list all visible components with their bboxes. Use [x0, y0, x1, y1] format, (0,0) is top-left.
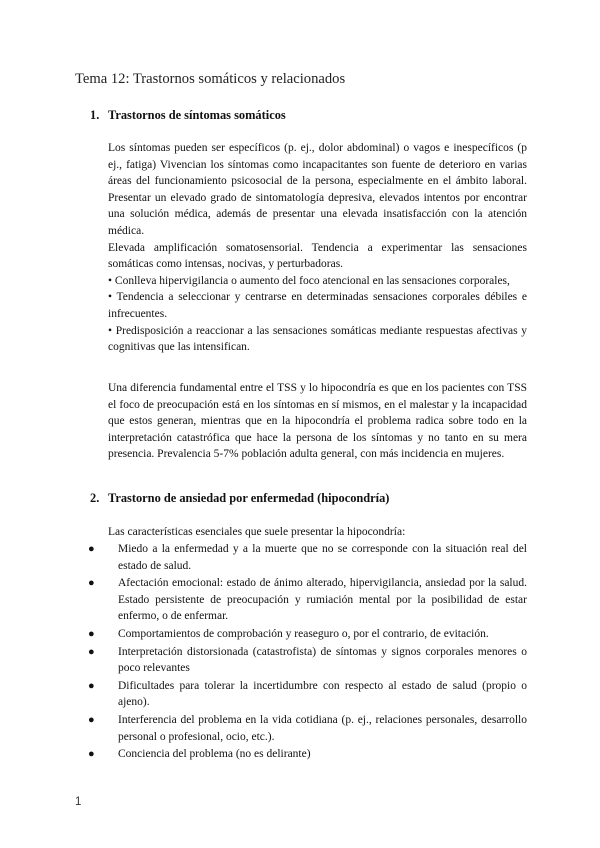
list-item: ● Conciencia del problema (no es delirante)	[108, 746, 527, 763]
bullet-dot-icon: ●	[88, 748, 95, 761]
bullet-dot-icon: ●	[88, 627, 95, 640]
section-2-intro	[108, 524, 527, 541]
section-2-list	[88, 541, 527, 764]
section-1-comparison	[108, 380, 527, 463]
paragraph: Las características esenciales que suele presentar la hipocondría:	[108, 526, 406, 538]
section-2-title: Trastorno de ansiedad por enfermedad (hipocondría)	[108, 491, 390, 505]
list-item: ● Miedo a la enfermedad y a la muerte que no se corresponde con la situación real del estado de salud.	[88, 543, 527, 572]
section-2-number: 2.	[90, 491, 100, 505]
section-2-heading	[90, 491, 530, 506]
section-1-title: Trastornos de síntomas somáticos	[108, 108, 286, 122]
list-item: ● Comportamientos de comprobación y reaseguro o, por el contrario, de evitación.	[108, 626, 527, 643]
paragraph: • Conlleva hipervigilancia o aumento del foco atencional en las sensaciones corporales,	[108, 274, 510, 287]
paragraph: Elevada amplificación somatosensorial. Tendencia a experimentar las sensaciones somáticas como intensas, nocivas, y perturbadoras.	[108, 241, 527, 271]
bullet-dot-icon: ●	[88, 577, 95, 590]
section-1-heading	[90, 108, 530, 123]
list-item: ● Interferencia del problema en la vida cotidiana (p. ej., relaciones personales, desarrollo personal o profesional, ocio, etc.).	[88, 713, 527, 743]
bullet-dot-icon: ●	[88, 543, 95, 555]
section-1-number: 1.	[90, 108, 100, 122]
paragraph: Una diferencia fundamental entre el TSS y lo hipocondría es que en los pacientes con TSS el foco de preocupación está en los síntomas en sí mismos, en el malestar y la incapacidad que estos generan, mientras que en la hipocondría el problema radica sobre todo en la interpretación catastrófica que hace la persona de los síntomas y no tanto en su mera presencia. Prevalencia 5-7% población adulta general, con más incidencia en mujeres.	[108, 382, 527, 461]
list-item: ● Interpretación distorsionada (catastrofista) de síntomas y signos corporales menores o poco relevantes	[88, 645, 527, 675]
bullet-dot-icon: ●	[88, 679, 95, 692]
bullet-dot-icon: ●	[88, 713, 95, 726]
list-item: ● Dificultades para tolerar la incertidumbre con respecto al estado de salud (propio o ajeno).	[88, 679, 527, 709]
list-item: ● Afectación emocional: estado de ánimo alterado, hipervigilancia, ansiedad por la salud. Estado persistente de preocupación y rumiación mental por la posibilidad de estar enfermo, o de enfermar.	[88, 577, 527, 623]
page-title: Tema 12: Trastornos somáticos y relacionados	[75, 71, 346, 87]
section-1-body	[108, 140, 527, 356]
page-number: 1	[75, 796, 82, 808]
paragraph: • Predisposición a reaccionar a las sensaciones somáticas mediante respuestas afectivas y cognitivas que las intensifican.	[108, 324, 527, 354]
paragraph: Los síntomas pueden ser específicos (p. ej., dolor abdominal) o vagos e inespecíficos (p ej., fatiga) Vivencian los síntomas como incapacitantes son fuente de deterioro en varias áreas del funcionamiento psicosocial de la persona, especialmente en el ámbito laboral. Presentar un elevado grado de sintomatología depresiva, elevados intentos por encontrar una solución médica, además de presentar una elevada insatisfacción con la atención médica.	[108, 142, 527, 237]
bullet-dot-icon: ●	[88, 645, 95, 658]
paragraph: • Tendencia a seleccionar y centrarse en determinadas sensaciones corporales débiles e infrecuentes.	[108, 291, 527, 320]
